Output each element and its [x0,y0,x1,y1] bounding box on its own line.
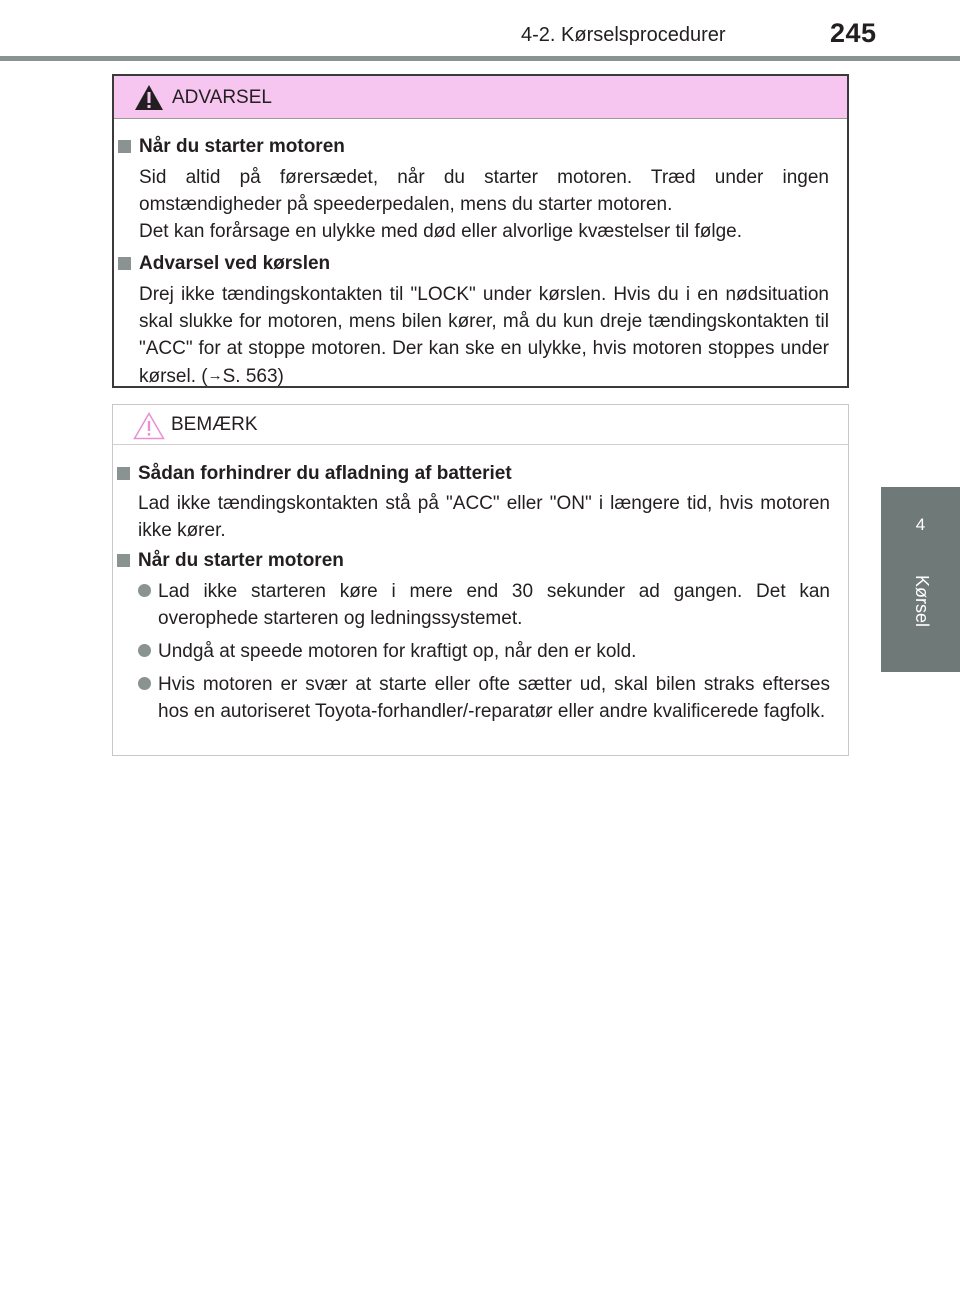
square-bullet-icon [118,140,131,153]
notice-section-starting [113,547,848,725]
warning-section-driving [114,250,847,390]
warning-header [114,76,847,119]
warning-section-starting [114,133,847,245]
page-reference: S. 563) [222,366,284,387]
reference-arrow-icon: → [207,367,223,384]
list-item: Lad ikke starteren køre i mere end 30 sekunder ad gangen. Det kan overophede starteren og ledningssystemet. [138,578,830,632]
list-item: Hvis motoren er svær at starte eller ofte sætter ud, skal bilen straks efterses hos en autoriseret Toyota-forhandler/-reparatør eller andre kvalificerede fagfolk. [138,671,830,725]
section-heading: Advarsel ved kørslen [139,250,829,278]
page-number: 245 [830,18,877,48]
square-bullet-icon [117,467,130,480]
warning-box [112,74,849,388]
list-item: Undgå at speede motoren for kraftigt op, når den er kold. [138,638,830,665]
chapter-label: Kørsel [912,575,932,628]
header-divider [0,56,960,61]
caution-triangle-icon [133,412,165,440]
section-heading: Sådan forhindrer du afladning af batteriet [138,460,830,488]
section-heading: Når du starter motoren [139,133,829,161]
notice-header [113,405,848,445]
warning-title: ADVARSEL [172,87,272,108]
section-paragraph: Drej ikke tændingskontakten til "LOCK" under kørslen. Hvis du i en nødsituation skal slukke for motoren, mens bilen kører, må du kun dreje tændingskontakten til "ACC" for at stoppe motoren. Der kan ske en ulykke, hvis motoren stoppes under kørsel. (→S. 563) [139,284,829,387]
round-bullet-icon [138,584,151,597]
chapter-number: 4 [915,515,926,534]
notice-box [112,404,849,756]
square-bullet-icon [117,554,130,567]
round-bullet-icon [138,644,151,657]
section-paragraph: Lad ikke tændingskontakten stå på "ACC" eller "ON" i længere tid, hvis motoren ikke kører. [138,493,830,541]
notice-title: BEMÆRK [171,414,258,435]
chapter-tab [881,487,960,672]
section-paragraph: Sid altid på førersædet, når du starter motoren. Træd under ingen omstændigheder på speederpedalen, mens du starter motoren. [139,167,829,215]
section-heading: Når du starter motoren [138,547,830,575]
section-title: 4-2. Kørselsprocedurer [521,24,726,46]
square-bullet-icon [118,257,131,270]
round-bullet-icon [138,677,151,690]
section-paragraph: Det kan forårsage en ulykke med død eller alvorlige kvæstelser til følge. [139,221,742,242]
notice-section-battery [113,460,848,544]
warning-triangle-icon [134,84,164,111]
